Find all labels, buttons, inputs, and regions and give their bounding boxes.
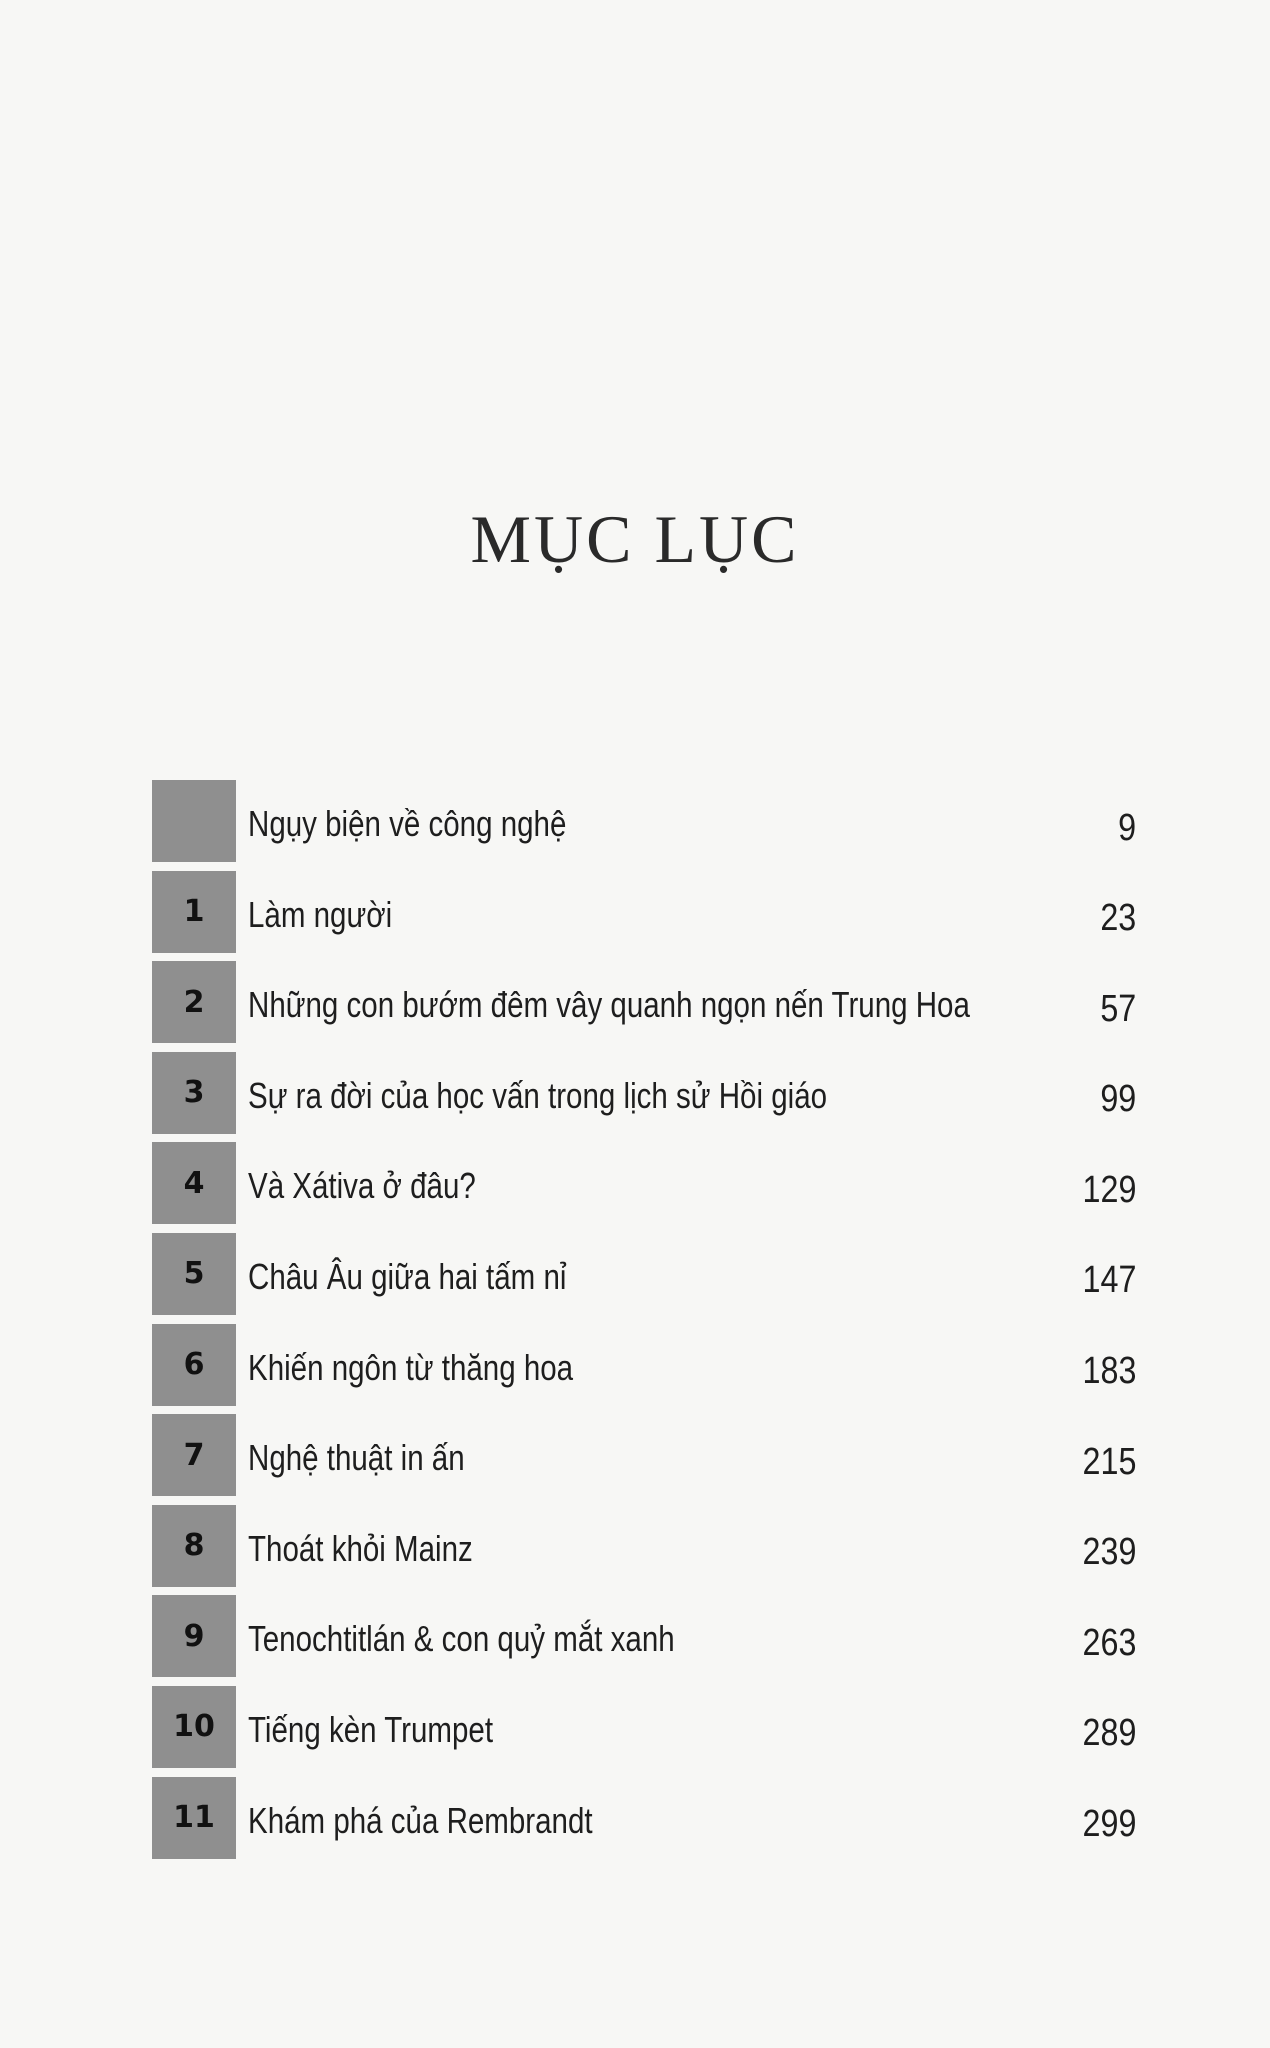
chapter-title: Khiến ngôn từ thăng hoa <box>248 1346 574 1388</box>
chapter-number: 4 <box>152 1142 236 1224</box>
page-number: 129 <box>1082 1168 1136 1211</box>
chapter-title: Châu Âu giữa hai tấm nỉ <box>248 1255 567 1297</box>
chapter-number: 11 <box>152 1777 236 1859</box>
toc-entry <box>152 1777 1136 1859</box>
toc-entry <box>152 1052 1136 1134</box>
chapter-number: 10 <box>152 1686 236 1768</box>
toc-entry <box>152 1595 1136 1677</box>
chapter-title: Khám phá của Rembrandt <box>248 1799 593 1841</box>
chapter-title: Nghệ thuật in ấn <box>248 1437 465 1479</box>
page-number: 147 <box>1082 1259 1136 1302</box>
chapter-number: 5 <box>152 1233 236 1315</box>
chapter-number: 8 <box>152 1505 236 1587</box>
chapter-title: Tiếng kèn Trumpet <box>248 1708 494 1750</box>
chapter-number: 6 <box>152 1324 236 1406</box>
toc-entry <box>152 1233 1136 1315</box>
chapter-number: 9 <box>152 1595 236 1677</box>
page-number: 183 <box>1082 1350 1136 1393</box>
toc-entry <box>152 871 1136 953</box>
chapter-title: Sự ra đời của học vấn trong lịch sử Hồi giáo <box>248 1074 828 1116</box>
chapter-title: Và Xátiva ở đâu? <box>248 1165 476 1207</box>
toc-entry <box>152 1686 1136 1768</box>
toc-entry <box>152 780 1136 862</box>
page-number: 99 <box>1100 1078 1136 1121</box>
page-title: MỤC LỤC <box>470 501 800 577</box>
page-number: 239 <box>1082 1531 1136 1574</box>
chapter-title: Tenochtitlán & con quỷ mắt xanh <box>248 1618 675 1660</box>
chapter-number: 1 <box>152 871 236 953</box>
chapter-number: 3 <box>152 1052 236 1134</box>
toc-entry <box>152 1142 1136 1224</box>
page-number: 263 <box>1082 1621 1136 1664</box>
toc-entry <box>152 1505 1136 1587</box>
page-number: 289 <box>1082 1712 1136 1755</box>
chapter-title: Những con bướm đêm vây quanh ngọn nến Trung Hoa <box>248 984 970 1026</box>
page-number: 215 <box>1082 1440 1136 1483</box>
chapter-title: Làm người <box>248 893 393 935</box>
page-number: 57 <box>1100 987 1136 1030</box>
page-number: 299 <box>1082 1803 1136 1846</box>
table-of-contents <box>152 780 1136 1867</box>
page-number: 23 <box>1100 897 1136 940</box>
chapter-title: Ngụy biện về công nghệ <box>248 803 567 844</box>
toc-entry <box>152 1324 1136 1406</box>
chapter-title: Thoát khỏi Mainz <box>248 1527 473 1569</box>
page-number: 9 <box>1118 806 1136 849</box>
chapter-number: 7 <box>152 1414 236 1496</box>
toc-entry <box>152 961 1136 1043</box>
chapter-number <box>152 780 236 862</box>
toc-entry <box>152 1414 1136 1496</box>
chapter-number: 2 <box>152 961 236 1043</box>
